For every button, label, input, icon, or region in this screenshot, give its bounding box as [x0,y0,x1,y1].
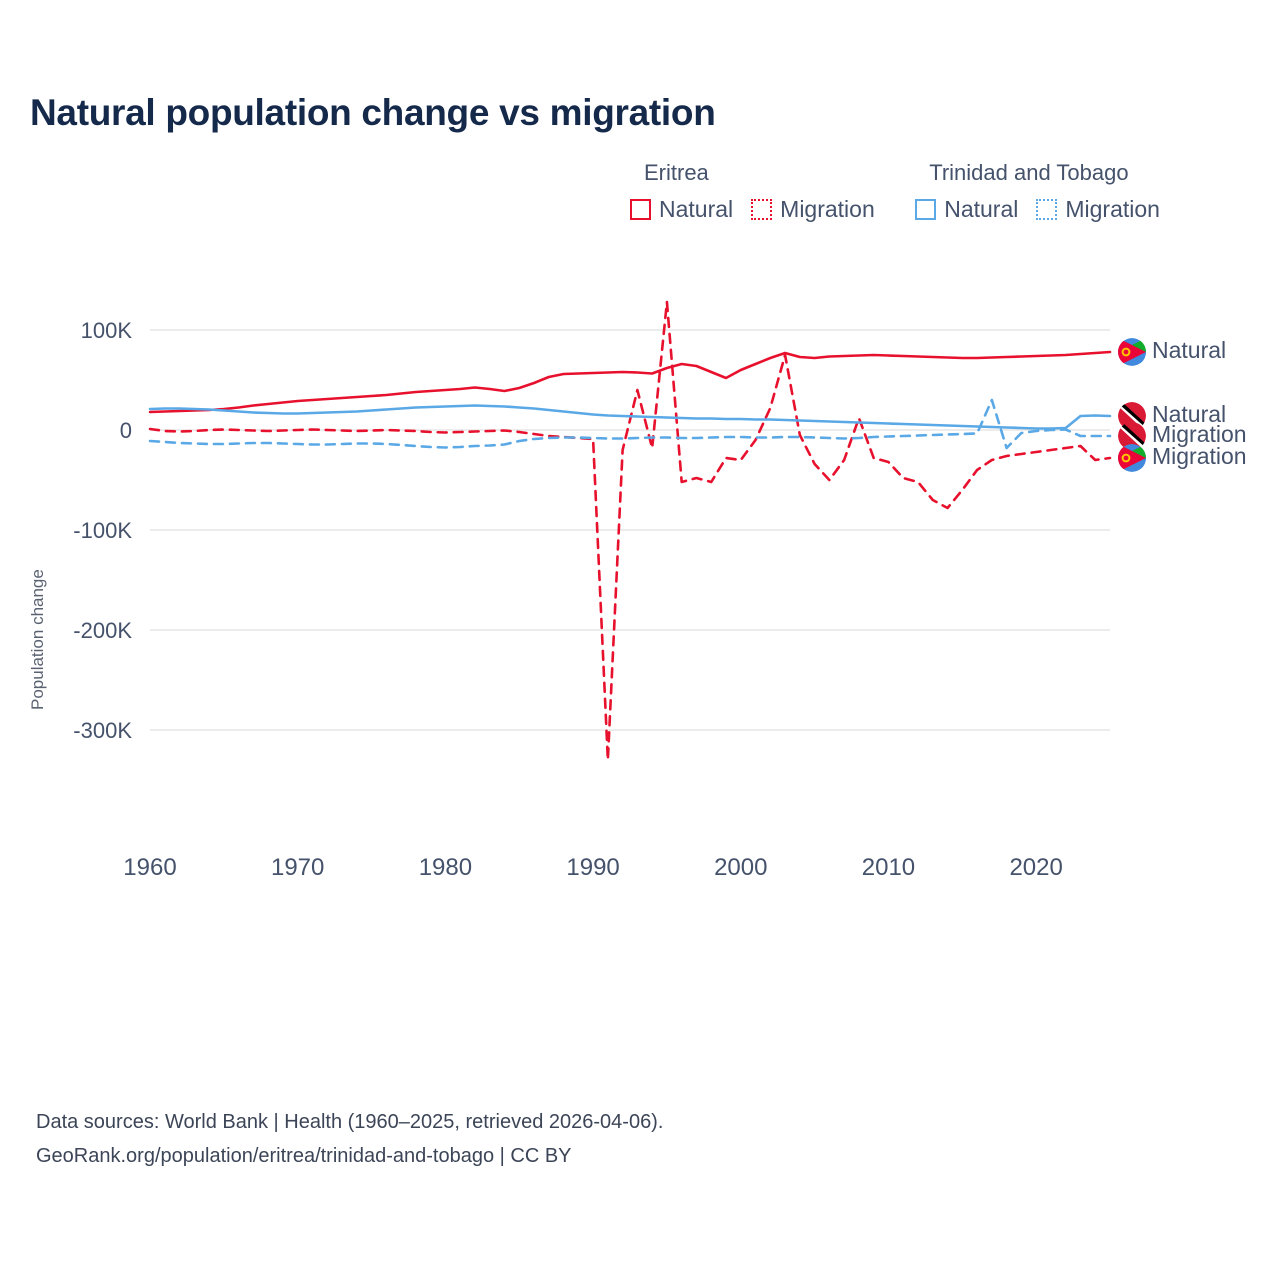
legend-group-title: Eritrea [644,160,709,185]
y-tick-label: -300K [73,718,132,743]
series-line [150,400,1110,448]
y-axis-label: Population change [28,569,47,710]
line-chart [0,280,1280,1080]
y-tick-label: 100K [80,318,132,343]
legend-item-eritrea-migration[interactable] [751,196,875,223]
series-end-label: Natural [1152,337,1227,363]
eritrea-flag-icon [1118,338,1146,366]
chart-legend [630,160,1270,223]
x-tick-label: 1990 [566,854,620,881]
chart-plot-area [0,280,1280,1080]
legend-swatch-dashed-icon [751,199,772,220]
eritrea-flag-icon [1118,444,1146,472]
y-tick-label: -200K [73,618,132,643]
legend-item-label: Migration [1065,196,1160,222]
legend-swatch-dashed-icon [1036,199,1057,220]
legend-swatch-solid-icon [915,199,936,220]
series-line [150,302,1110,760]
page-title: Natural population change vs migration [30,92,716,133]
x-tick-label: 2020 [1009,854,1063,881]
footer-line-2: GeoRank.org/population/eritrea/trinidad-and-tobago | CC BY [36,1145,572,1167]
series-line [150,352,1110,412]
legend-swatch-solid-icon [630,199,651,220]
legend-item-trinidad-migration[interactable] [1036,196,1160,223]
x-tick-label: 2010 [861,854,916,881]
legend-group-title: Trinidad and Tobago [929,160,1129,185]
legend-item-label: Natural [659,196,734,222]
legend-item-label: Migration [780,196,875,222]
footer-line-1: Data sources: World Bank | Health (1960–2025, retrieved 2026-04-06). [36,1111,664,1133]
x-tick-label: 1970 [270,854,325,881]
x-tick-label: 2000 [714,854,768,881]
series-end-label: Migration [1152,421,1247,447]
x-tick-label: 1980 [418,854,473,881]
x-tick-label: 1960 [123,854,177,881]
legend-group-eritrea [630,160,875,223]
series-line [150,406,1110,429]
legend-item-label: Natural [944,196,1019,222]
legend-item-eritrea-natural[interactable] [630,196,733,223]
series-end-label: Migration [1152,443,1247,469]
series-end-label: Natural [1152,401,1227,427]
legend-group-trinidad-and-tobago [915,160,1160,223]
y-tick-label: 0 [119,418,132,443]
legend-item-trinidad-natural[interactable] [915,196,1018,223]
footer-note [36,1105,663,1173]
y-tick-label: -100K [73,518,132,543]
